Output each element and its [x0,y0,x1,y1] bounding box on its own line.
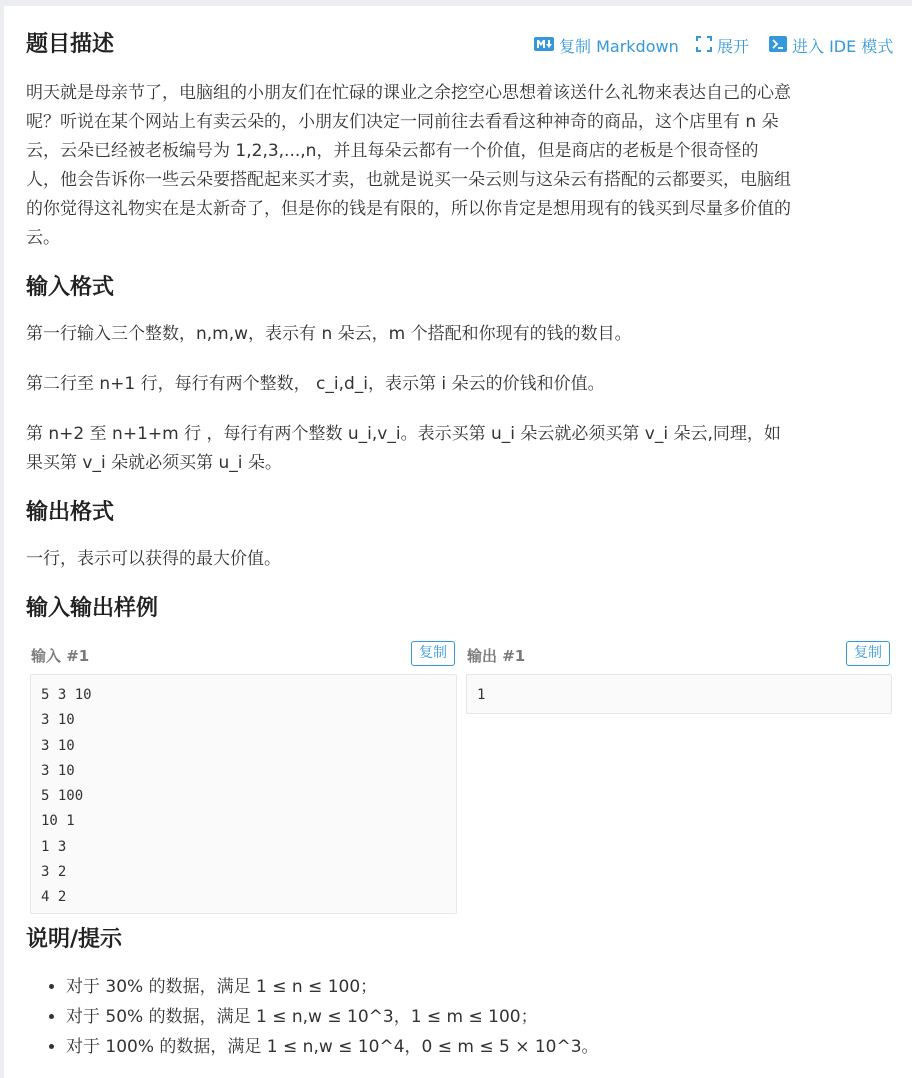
enter-ide-label: 进入 IDE 模式 [792,37,894,56]
description-title: 题目描述 [26,32,115,57]
hint-item: • 对于 100% 的数据，满足 1 ≤ n,w ≤ 10^4，0 ≤ m ≤ 5 × 10^3。 [66,1032,599,1062]
code-line: 1 [477,687,486,703]
hint-item: • 对于 50% 的数据，满足 1 ≤ n,w ≤ 10^3，1 ≤ m ≤ 100； [66,1002,599,1032]
output-format-line [26,545,898,574]
copy-input-button[interactable]: 复制 [411,641,455,666]
code-line: 5 100 [41,788,84,805]
output-sample-code [466,674,892,714]
description-line: 呢？听说在某个网站上有卖云朵的，小朋友们决定一同前往去看看这种神奇的商品，这个店里有 n 朵 [26,112,779,132]
problem-card [4,6,912,1078]
code-line: 10 1 [41,813,75,830]
input-format-text: 第二行至 n+1 行，每行有两个整数， c_i,d_i，表示第 i 朵云的价钱和价值。 [26,374,605,394]
samples-title: 输入输出样例 [26,596,159,621]
input-format-text: 第一行输入三个整数，n,m,w，表示有 n 朵云，m 个搭配和你现有的钱的数目。 [26,324,632,344]
input-format-text: 果买第 v_i 朵就必须买第 u_i 朵。 [26,453,282,473]
hints-list [26,972,599,1062]
output-format-text: 一行，表示可以获得的最大价值。 [26,549,281,569]
code-line: 3 10 [41,762,75,779]
description-line: 明天就是母亲节了，电脑组的小朋友们在忙碌的课业之余挖空心思想着该送什么礼物来表达自己的心意 [26,83,791,103]
input-format-line [26,370,898,399]
input-sample-label: 输入 #1 [31,647,90,665]
output-sample-label: 输出 #1 [467,647,526,665]
code-line: 3 10 [41,712,75,729]
description-text [26,79,898,253]
code-line: 5 3 10 [41,687,92,703]
code-line: 3 2 [41,864,67,881]
expand-label: 展开 [717,37,750,56]
input-sample-code [30,674,457,914]
description-line: 人，他会告诉你一些云朵要搭配起来买才卖，也就是说买一朵云则与这朵云有搭配的云都要买，电脑组 [26,170,791,190]
copy-markdown-button[interactable] [534,34,679,57]
input-format-title: 输入格式 [26,275,115,300]
input-format-text: 第 n+2 至 n+1+m 行 ，每行有两个整数 u_i,v_i。表示买第 u_i 朵云就必须买第 v_i 朵云,同理，如 [26,424,781,444]
input-format-line [26,420,898,478]
code-line: 1 3 [41,838,67,855]
output-format-title: 输出格式 [26,500,115,525]
markdown-icon [534,36,554,55]
copy-output-button[interactable]: 复制 [846,641,890,666]
expand-icon [696,36,712,56]
enter-ide-button[interactable] [769,34,893,57]
description-line: 云，云朵已经被老板编号为 1,2,3,...,n，并且每朵云都有一个价值，但是商店的老板是个很奇怪的 [26,141,759,161]
hints-title: 说明/提示 [26,927,123,952]
description-line: 的你觉得这礼物实在是太新奇了，但是你的钱是有限的，所以你肯定是想用现有的钱买到尽量多价值的 [26,199,791,219]
copy-markdown-label: 复制 Markdown [559,37,679,56]
hint-item: • 对于 30% 的数据，满足 1 ≤ n ≤ 100； [66,972,599,1002]
expand-button[interactable] [696,34,749,57]
input-format-line [26,320,898,349]
code-line: 4 2 [41,889,67,906]
code-line: 3 10 [41,737,75,754]
terminal-icon [769,36,787,56]
description-line: 云。 [26,228,60,248]
